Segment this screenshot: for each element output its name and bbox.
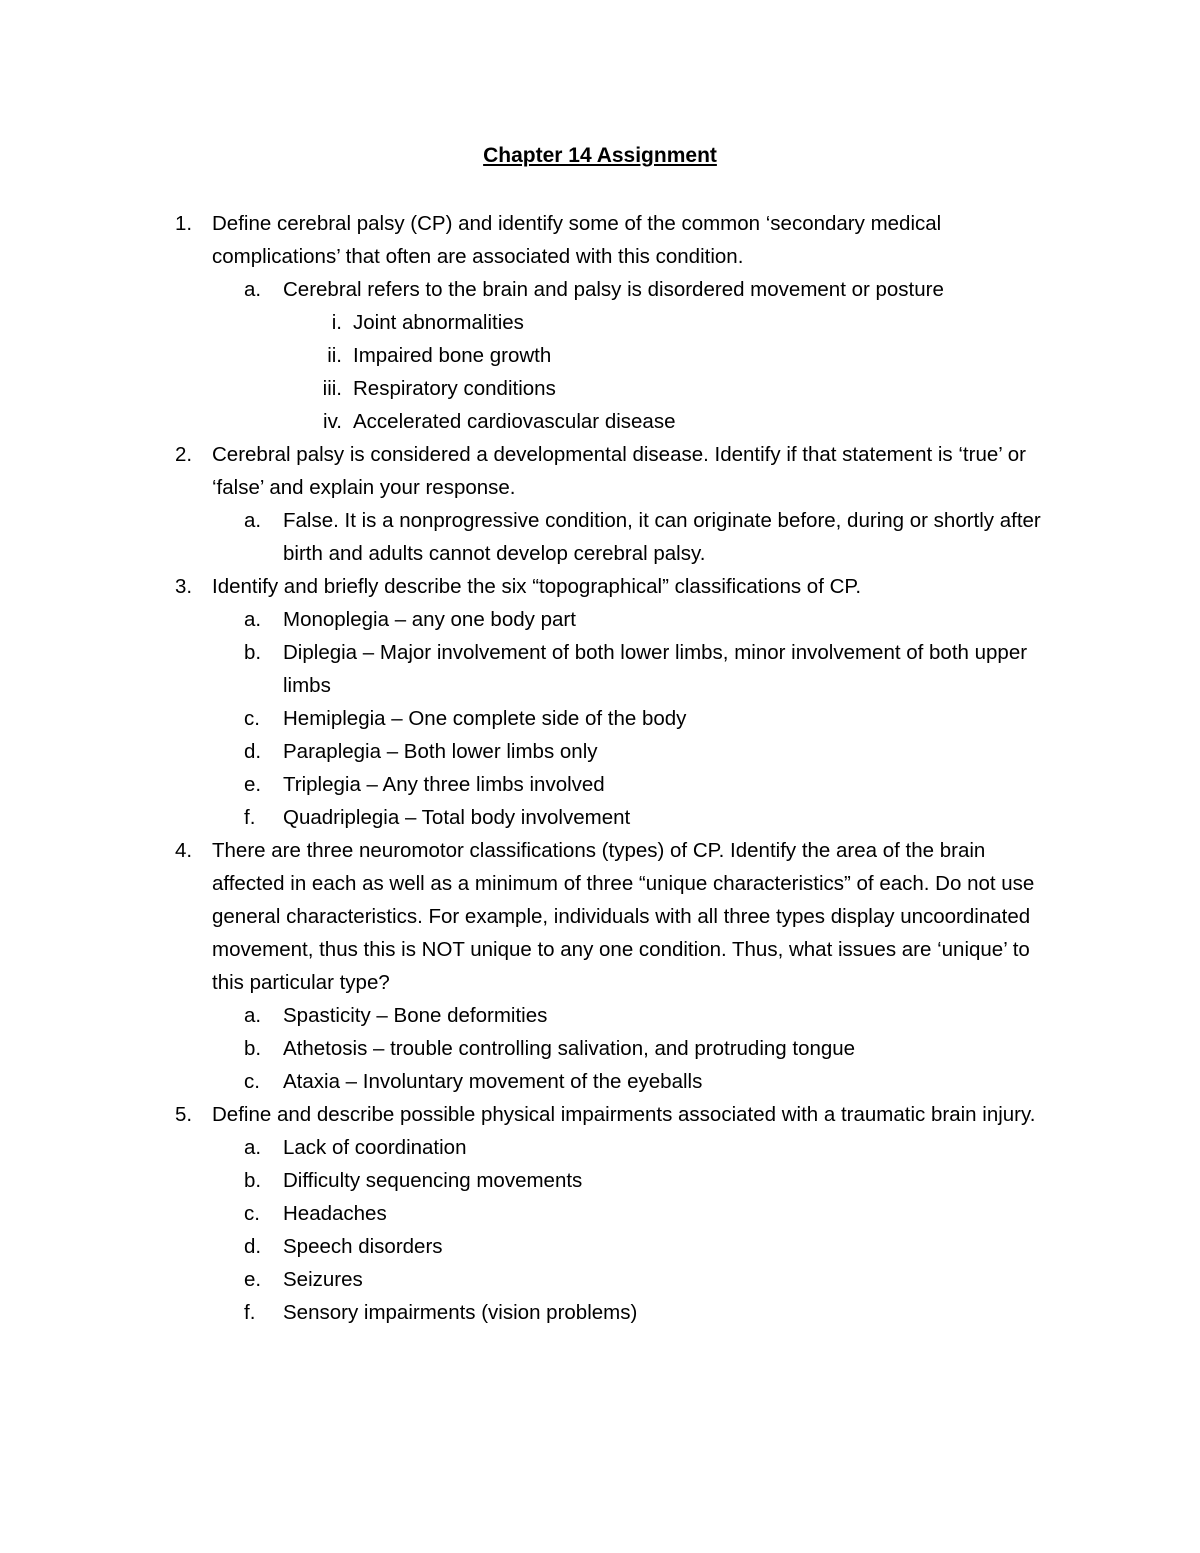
question-number: 3. (175, 575, 193, 598)
question-item (0, 570, 1200, 603)
question-list (0, 207, 1200, 1329)
answer-letter: d. (244, 740, 262, 763)
answer-letter: a. (244, 608, 262, 631)
question-item (0, 1098, 1200, 1131)
answer-letter: a. (244, 509, 262, 532)
answer-item (0, 1131, 1200, 1164)
answer-text: Quadriplegia – Total body involvement (283, 806, 631, 829)
answer-item (0, 1296, 1200, 1329)
answer-text: Seizures (283, 1268, 363, 1291)
answer-letter: c. (244, 707, 260, 730)
question-item (0, 207, 1200, 273)
question-text: Define and describe possible physical impairments associated with a traumatic brain injury. (212, 1103, 1036, 1126)
answer-item (0, 1032, 1200, 1065)
answer-letter: a. (244, 1004, 262, 1027)
question-number: 1. (175, 212, 193, 235)
question-number: 5. (175, 1103, 193, 1126)
question-number: 2. (175, 443, 193, 466)
answer-letter: b. (244, 1169, 262, 1192)
document-title: Chapter 14 Assignment (483, 144, 717, 167)
answer-item (0, 999, 1200, 1032)
answer-item (0, 1230, 1200, 1263)
sub-answer-text: Respiratory conditions (353, 377, 556, 400)
answer-text: Headaches (283, 1202, 387, 1225)
answer-item (0, 801, 1200, 834)
answer-letter: c. (244, 1070, 260, 1093)
question-item (0, 438, 1200, 504)
question-number: 4. (175, 839, 193, 862)
answer-item (0, 1197, 1200, 1230)
answer-item (0, 702, 1200, 735)
answer-letter: b. (244, 641, 262, 664)
answer-text: Diplegia – Major involvement of both lower limbs, minor involvement of both upper limbs (283, 641, 1028, 697)
question-text: There are three neuromotor classifications (types) of CP. Identify the area of the brain affected in each as well as a minimum of three “unique characteristics” of each. Do not use general characteristics. For example, individuals with all three types display uncoordinated movement, thus this is NOT unique to any one condition. Thus, what issues are ‘unique’ to this particular type? (212, 839, 1035, 994)
answer-text: Monoplegia – any one body part (283, 608, 576, 631)
sub-answer-item (0, 339, 1200, 372)
answer-item (0, 603, 1200, 636)
answer-text: Speech disorders (283, 1235, 443, 1258)
answer-letter: b. (244, 1037, 262, 1060)
sub-answer-text: Impaired bone growth (353, 344, 552, 367)
answer-letter: f. (244, 1301, 256, 1324)
sub-answer-text: Joint abnormalities (353, 311, 524, 334)
sub-answer-item (0, 306, 1200, 339)
answer-letter: f. (244, 806, 256, 829)
answer-item (0, 1065, 1200, 1098)
answer-text: Cerebral refers to the brain and palsy is disordered movement or posture (283, 278, 944, 301)
sub-answer-text: Accelerated cardiovascular disease (353, 410, 676, 433)
question-text: Identify and briefly describe the six “topographical” classifications of CP. (212, 575, 862, 598)
answer-letter: e. (244, 1268, 262, 1291)
answer-letter: d. (244, 1235, 262, 1258)
answer-text: Sensory impairments (vision problems) (283, 1301, 638, 1324)
answer-text: Hemiplegia – One complete side of the body (283, 707, 687, 730)
answer-text: Difficulty sequencing movements (283, 1169, 583, 1192)
sub-answer-numeral: iv. (323, 410, 342, 433)
answer-text: Triplegia – Any three limbs involved (283, 773, 605, 796)
answer-item (0, 735, 1200, 768)
answer-item (0, 1164, 1200, 1197)
answer-letter: c. (244, 1202, 260, 1225)
question-item (0, 834, 1200, 999)
answer-text: Lack of coordination (283, 1136, 467, 1159)
answer-text: Spasticity – Bone deformities (283, 1004, 548, 1027)
answer-text: False. It is a nonprogressive condition, it can originate before, during or shortly after birth and adults cannot develop cerebral palsy. (283, 509, 1041, 565)
answer-text: Ataxia – Involuntary movement of the eyeballs (283, 1070, 703, 1093)
answer-letter: a. (244, 278, 262, 301)
answer-letter: a. (244, 1136, 262, 1159)
answer-item (0, 768, 1200, 801)
sub-answer-numeral: iii. (322, 377, 342, 400)
answer-text: Athetosis – trouble controlling salivation, and protruding tongue (283, 1037, 856, 1060)
sub-answer-item (0, 372, 1200, 405)
answer-letter: e. (244, 773, 262, 796)
question-text: Define cerebral palsy (CP) and identify some of the common ‘secondary medical complications’ that often are associated with this condition. (212, 212, 942, 268)
answer-item (0, 636, 1200, 702)
sub-answer-numeral: ii. (327, 344, 342, 367)
sub-answer-item (0, 405, 1200, 438)
answer-item (0, 273, 1200, 306)
answer-text: Paraplegia – Both lower limbs only (283, 740, 598, 763)
question-text: Cerebral palsy is considered a developmental disease. Identify if that statement is ‘true’ or ‘false’ and explain your response. (212, 443, 1026, 499)
sub-answer-numeral: i. (331, 311, 342, 334)
answer-item (0, 504, 1200, 570)
answer-item (0, 1263, 1200, 1296)
